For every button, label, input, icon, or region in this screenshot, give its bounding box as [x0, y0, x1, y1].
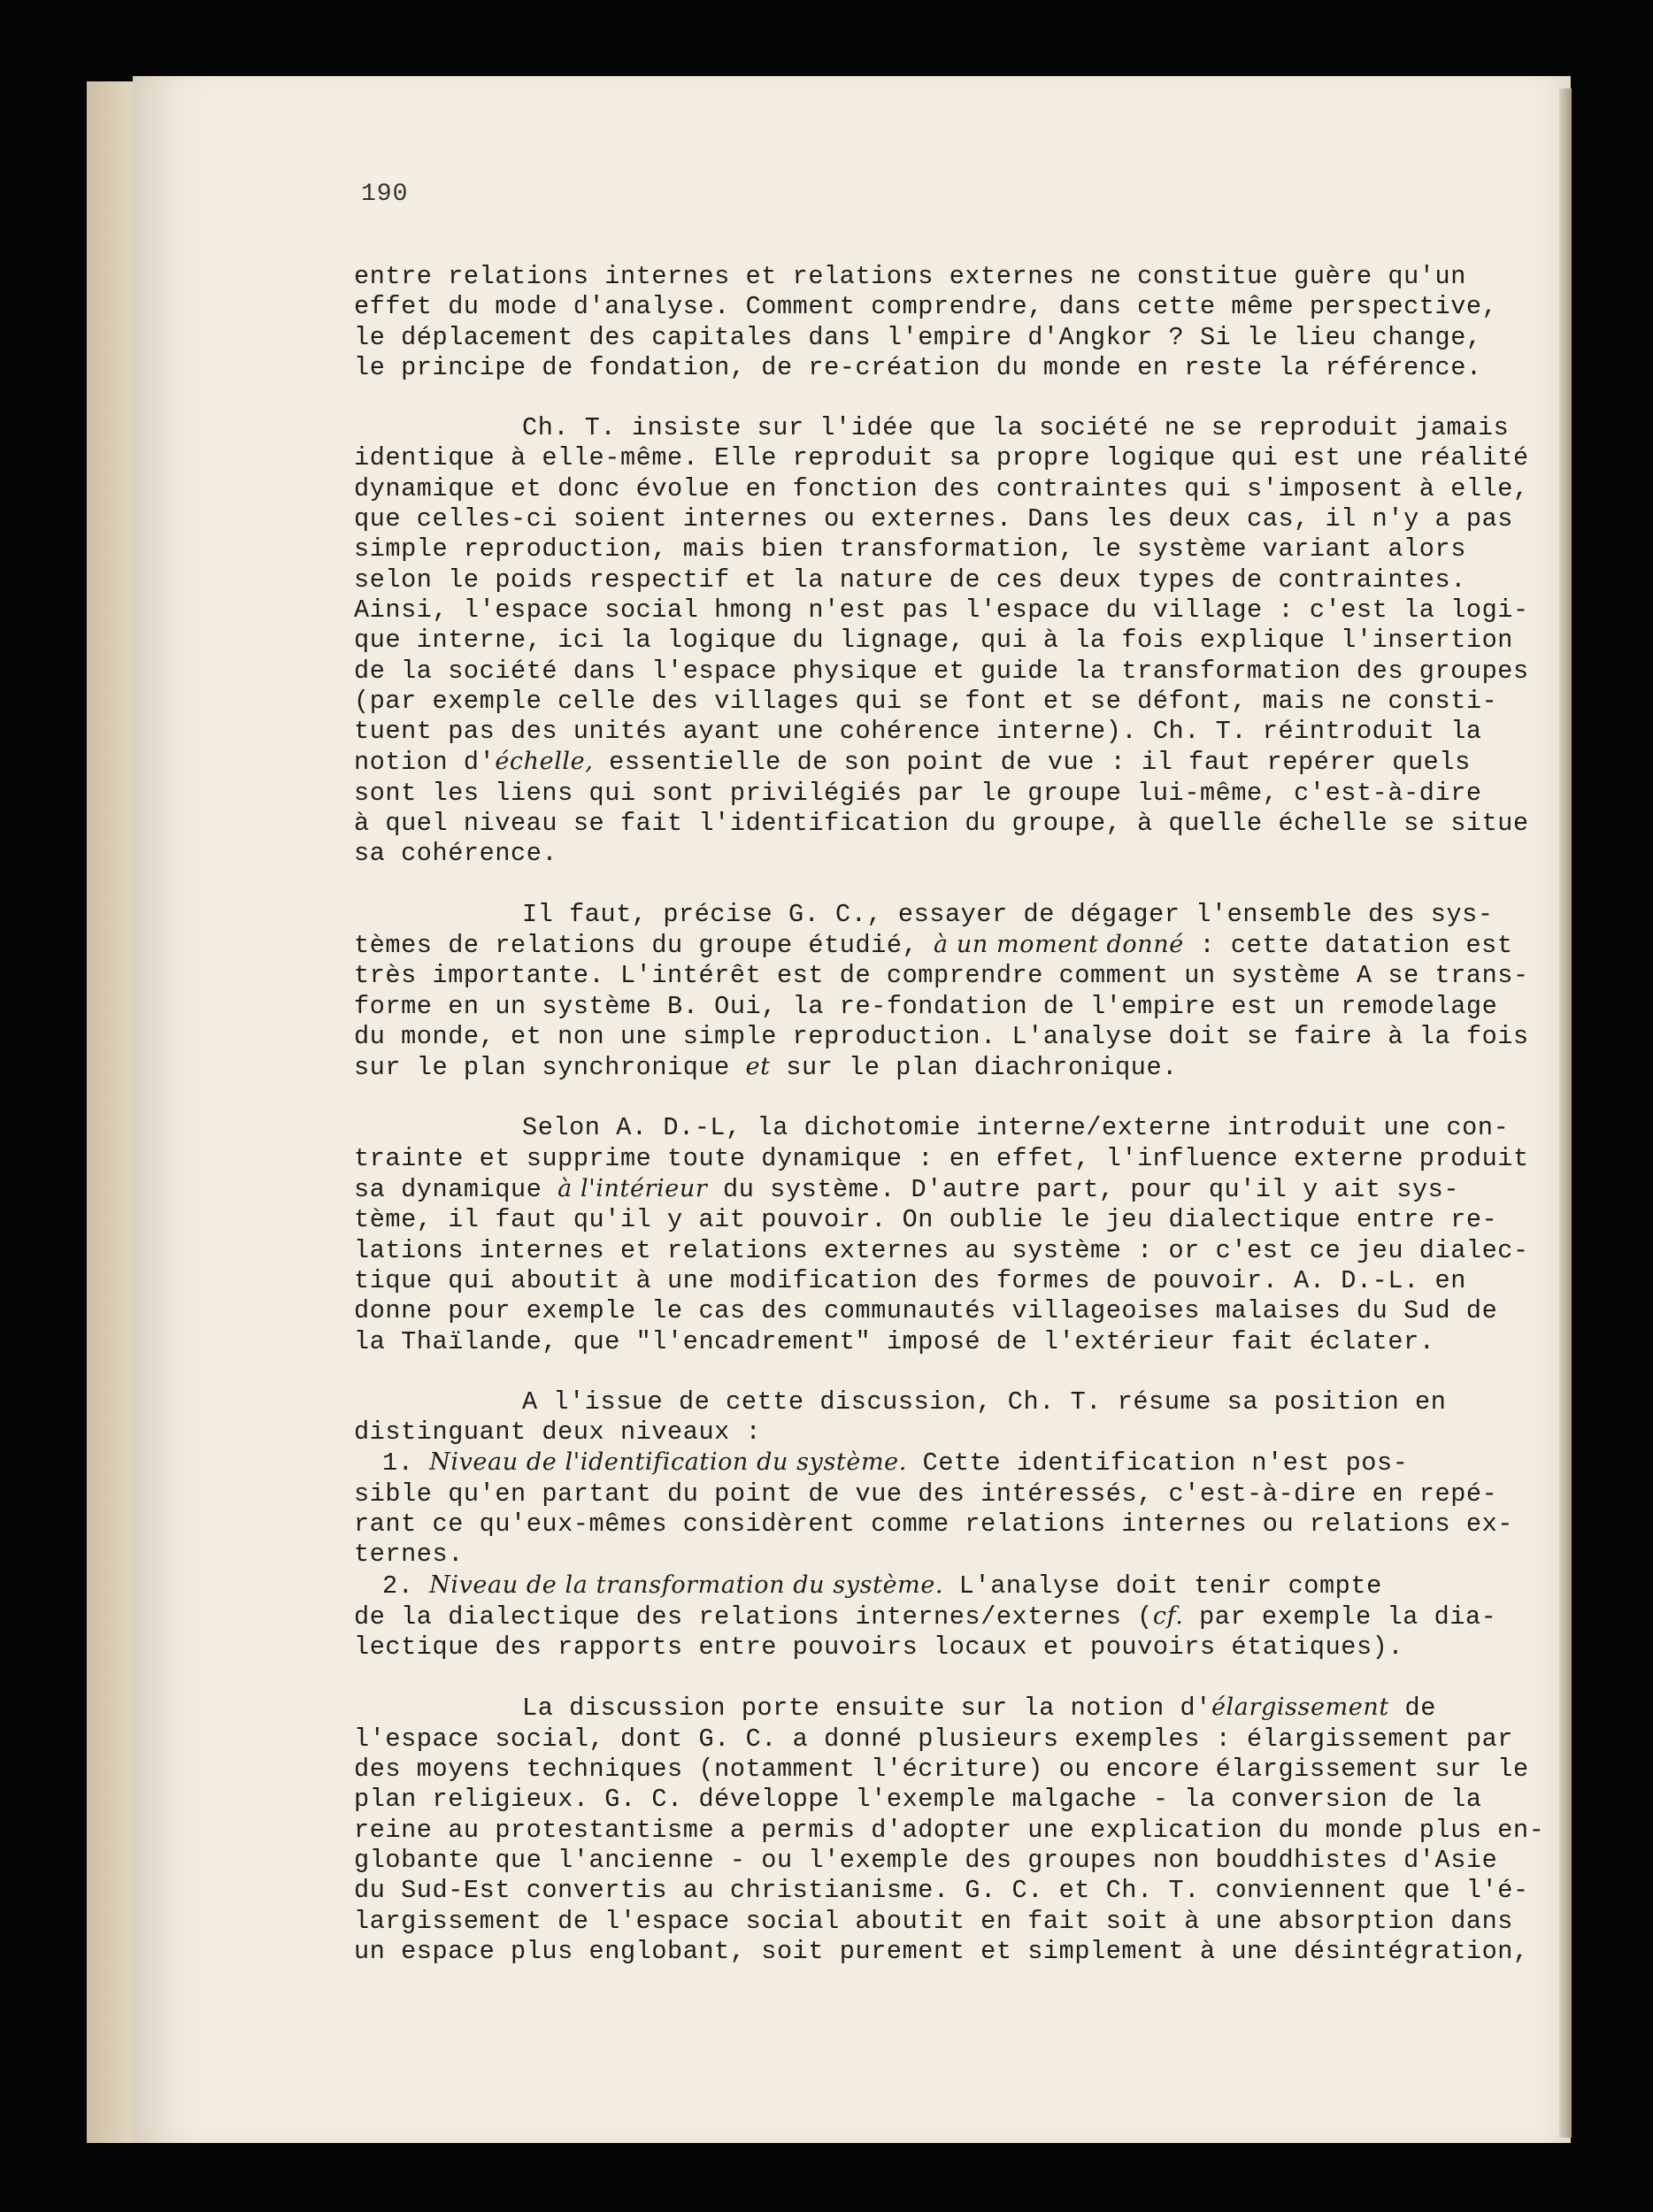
text-line: le déplacement des capitales dans l'empire d'Angkor ? Si le lieu change, [354, 322, 1482, 352]
text-line: entre relations internes et relations externes ne constitue guère qu'un [354, 262, 1466, 291]
text-line: le principe de fondation, de re-création du monde en reste la référence. [354, 352, 1482, 382]
text-line: ternes. [354, 1540, 464, 1570]
paragraph-1 [354, 262, 1498, 383]
text-line [354, 1601, 1497, 1632]
text-line: Il faut, précise G. C., essayer de dégager l'ensemble des sys- [522, 899, 1494, 929]
text-line: largissement de l'espace social aboutit en fait soit à une absorption dans [354, 1906, 1514, 1936]
text-line: selon le poids respectif et la nature de ces deux types de contraintes. [354, 565, 1466, 595]
page-right-edge [1559, 88, 1572, 2138]
text-segment: de la dialectique des relations internes/externes ( [354, 1601, 1153, 1632]
text-line [354, 1174, 1460, 1205]
text-line: tique qui aboutit à une modification des formes de pouvoir. A. D.-L. en [354, 1265, 1466, 1295]
text-line: des moyens techniques (notamment l'écriture) ou encore élargissement sur le [354, 1755, 1529, 1785]
text-line: reine au protestantisme a permis d'adopter une explication du monde plus en- [354, 1815, 1545, 1845]
text-segment: tèmes de relations du groupe étudié, [354, 930, 934, 960]
text-line [354, 1052, 1442, 1083]
text-line: à quel niveau se fait l'identification du groupe, à quelle échelle se situe [354, 809, 1529, 839]
paragraph-3 [354, 899, 1529, 1084]
text-line: l'espace social, dont G. C. a donné plusieurs exemples : élargissement par [354, 1724, 1514, 1754]
text-line: rant ce qu'eux-mêmes considèrent comme relations internes ou relations ex- [354, 1509, 1514, 1539]
list-number: 2. [382, 1571, 430, 1601]
text-line: de la société dans l'espace physique et guide la transformation des groupes [354, 656, 1529, 686]
text-line: la Thaïlande, que "l'encadrement" imposé de l'extérieur fait éclater. [354, 1326, 1435, 1356]
page-number: 190 [361, 180, 409, 208]
text-line: A l'issue de cette discussion, Ch. T. résume sa position en [522, 1386, 1447, 1417]
text-line [354, 930, 1513, 961]
italic-term: cf. [1152, 1601, 1184, 1630]
text-segment: Cette identification n'est pos- [906, 1448, 1409, 1479]
text-line: identique à elle-même. Elle reproduit sa propre logique qui est une réalité [354, 443, 1529, 473]
text-segment: sur le plan diachronique. [770, 1053, 1178, 1083]
text-line: donne pour exemple le cas des communautés villageoises malaises du Sud de [354, 1296, 1498, 1326]
text-line: du monde, et non une simple reproduction. L'analyse doit se faire à la fois [354, 1021, 1529, 1051]
paragraph-2 [354, 413, 1529, 869]
text-segment: : cette datation est [1183, 930, 1513, 960]
text-line: globante que l'ancienne - ou l'exemple des groupes non bouddhistes d'Asie [354, 1845, 1498, 1875]
text-segment: essentielle de son point de vue : il faut repérer quels [593, 748, 1471, 778]
text-line: tuent pas des unités ayant une cohérence interne). Ch. T. réintroduit la [354, 717, 1482, 747]
text-line [354, 747, 1471, 778]
text-line: lectique des rapports entre pouvoirs locaux et pouvoirs étatiques). [354, 1632, 1404, 1663]
text-segment: La discussion porte ensuite sur la notion d' [522, 1694, 1211, 1724]
paragraph-5 [354, 1386, 1514, 1663]
text-segment: sur le plan synchronique [354, 1053, 746, 1083]
text-line: Ch. T. insiste sur l'idée que la société ne se reproduit jamais [522, 413, 1510, 443]
italic-term: échelle, [495, 748, 594, 776]
text-segment: L'analyse doit tenir compte [943, 1571, 1382, 1601]
list-item [354, 1571, 1442, 1601]
text-line [354, 1693, 1442, 1724]
text-line: plan religieux. G. C. développe l'exemple malgache - la conversion de la [354, 1785, 1482, 1815]
text-line: simple reproduction, mais bien transformation, le système variant alors [354, 534, 1466, 565]
text-line: très importante. L'intérêt est de comprendre comment un système A se trans- [354, 961, 1529, 991]
text-line: Ainsi, l'espace social hmong n'est pas l'espace du village : c'est la logi- [354, 595, 1529, 625]
paragraph-4 [354, 1113, 1529, 1356]
text-line: trainte et supprime toute dynamique : en effet, l'influence externe produit [354, 1143, 1529, 1173]
list-number: 1. [382, 1448, 430, 1479]
text-line: un espace plus englobant, soit purement et simplement à une désintégration, [354, 1936, 1529, 1966]
list-item [354, 1448, 1442, 1479]
text-segment: du système. D'autre part, pour qu'il y ait sys- [707, 1175, 1460, 1205]
text-segment: par exemple la dia- [1183, 1601, 1497, 1632]
italic-term: et [745, 1053, 771, 1081]
text-line: lations internes et relations externes au système : or c'est ce jeu dialec- [354, 1235, 1529, 1265]
text-line: tème, il faut qu'il y ait pouvoir. On oublie le jeu dialectique entre re- [354, 1205, 1498, 1235]
text-line: effet du mode d'analyse. Comment comprendre, dans cette même perspective, [354, 292, 1498, 322]
text-line: sa cohérence. [354, 839, 558, 869]
text-line: (par exemple celle des villages qui se font et se défont, mais ne consti- [354, 686, 1498, 716]
text-line: sible qu'en partant du point de vue des intéressés, c'est-à-dire en repé- [354, 1479, 1498, 1509]
text-segment: notion d' [354, 748, 496, 778]
text-line: forme en un système B. Oui, la re-fondation de l'empire est un remodelage [354, 991, 1498, 1021]
text-line: Selon A. D.-L, la dichotomie interne/externe introduit une con- [522, 1113, 1510, 1143]
text-line: du Sud-Est convertis au christianisme. G. C. et Ch. T. conviennent que l'é- [354, 1876, 1529, 1906]
text-line: sont les liens qui sont privilégiés par le groupe lui-même, c'est-à-dire [354, 778, 1482, 808]
text-line: que celles-ci soient internes ou externes. Dans les deux cas, il n'y a pas [354, 504, 1514, 534]
italic-term: Niveau de l'identification du système. [429, 1448, 907, 1477]
italic-term: Niveau de la transformation du système. [429, 1571, 944, 1599]
body-text [354, 262, 1545, 1967]
text-line: distinguant deux niveaux : [354, 1417, 762, 1448]
text-line: que interne, ici la logique du lignage, qui à la fois explique l'insertion [354, 626, 1514, 656]
text-segment: sa dynamique [354, 1175, 558, 1205]
paragraph-6 [354, 1693, 1545, 1967]
text-segment: de [1388, 1694, 1436, 1724]
italic-term: à l'intérieur [557, 1175, 708, 1203]
text-line: dynamique et donc évolue en fonction des contraintes qui s'imposent à elle, [354, 473, 1529, 503]
italic-term: élargissement [1211, 1694, 1389, 1722]
italic-term: à un moment donné [934, 930, 1184, 958]
